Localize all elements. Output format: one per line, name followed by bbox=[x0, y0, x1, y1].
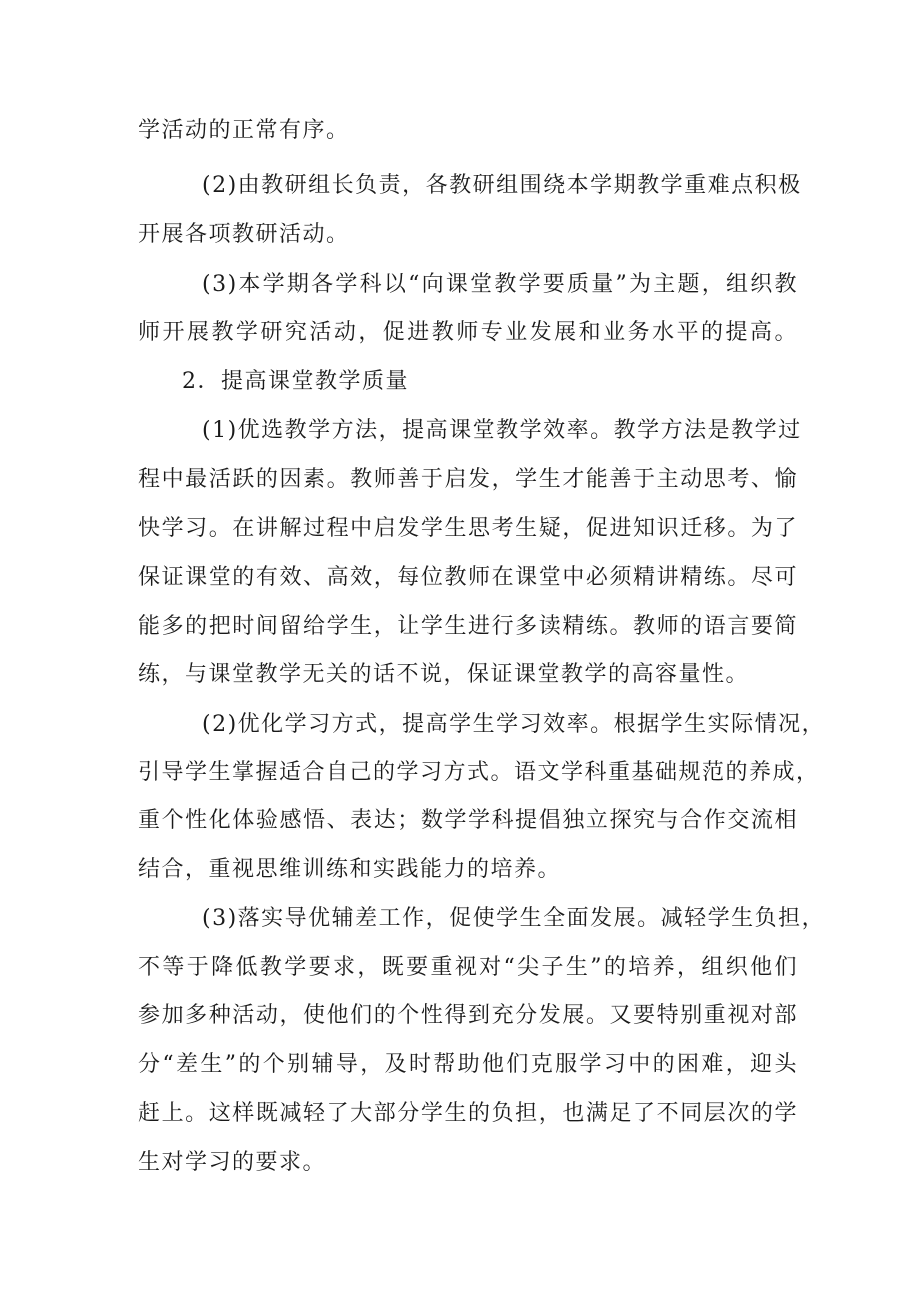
paragraph-line: (2)优化学习方式，提高学生学习效率。根据学生实际情况， bbox=[202, 712, 826, 737]
paragraph-line: 保证课堂的有效、高效，每位教师在课堂中必须精讲精练。尽可 bbox=[138, 565, 798, 590]
paragraph-line: (1)优选教学方法，提高课堂教学效率。教学方法是教学过 bbox=[202, 418, 802, 443]
paragraph-line: (3)落实导优辅差工作，促使学生全面发展。减轻学生负担， bbox=[202, 906, 826, 931]
section-heading: 2．提高课堂教学质量 bbox=[182, 369, 409, 394]
paragraph-line: 练，与课堂教学无关的话不说，保证课堂教学的高容量性。 bbox=[138, 662, 750, 687]
paragraph-line: 生对学习的要求。 bbox=[138, 1150, 327, 1175]
paragraph-line: 能多的把时间留给学生，让学生进行多读精练。教师的语言要简 bbox=[138, 614, 798, 639]
paragraph-line: 程中最活跃的因素。教师善于启发，学生才能善于主动思考、愉 bbox=[138, 467, 798, 492]
paragraph-line: 赶上。这样既减轻了大部分学生的负担，也满足了不同层次的学 bbox=[138, 1101, 798, 1126]
paragraph-line: 不等于降低教学要求，既要重视对“尖子生”的培养，组织他们 bbox=[138, 955, 798, 980]
paragraph-line: 学活动的正常有序。 bbox=[138, 118, 350, 143]
paragraph-line: 分“差生”的个别辅导，及时帮助他们克服学习中的困难，迎头 bbox=[138, 1052, 798, 1077]
paragraph-line: (2)由教研组长负责，各教研组围绕本学期教学重难点积极 bbox=[202, 173, 802, 198]
paragraph-line: (3)本学期各学科以“向课堂教学要质量”为主题，组织教 bbox=[202, 272, 798, 297]
paragraph-line: 开展各项教研活动。 bbox=[138, 222, 350, 247]
paragraph-line: 快学习。在讲解过程中启发学生思考生疑，促进知识迁移。为了 bbox=[138, 516, 798, 541]
paragraph-line: 师开展教学研究活动，促进教师专业发展和业务水平的提高。 bbox=[138, 320, 798, 345]
paragraph-line: 重个性化体验感悟、表达；数学学科提倡独立探究与合作交流相 bbox=[138, 808, 798, 833]
paragraph-line: 参加多种活动，使他们的个性得到充分发展。又要特别重视对部 bbox=[138, 1003, 798, 1028]
paragraph-line: 引导学生掌握适合自己的学习方式。语文学科重基础规范的养成， bbox=[138, 760, 820, 785]
paragraph-line: 结合，重视思维训练和实践能力的培养。 bbox=[138, 857, 562, 882]
